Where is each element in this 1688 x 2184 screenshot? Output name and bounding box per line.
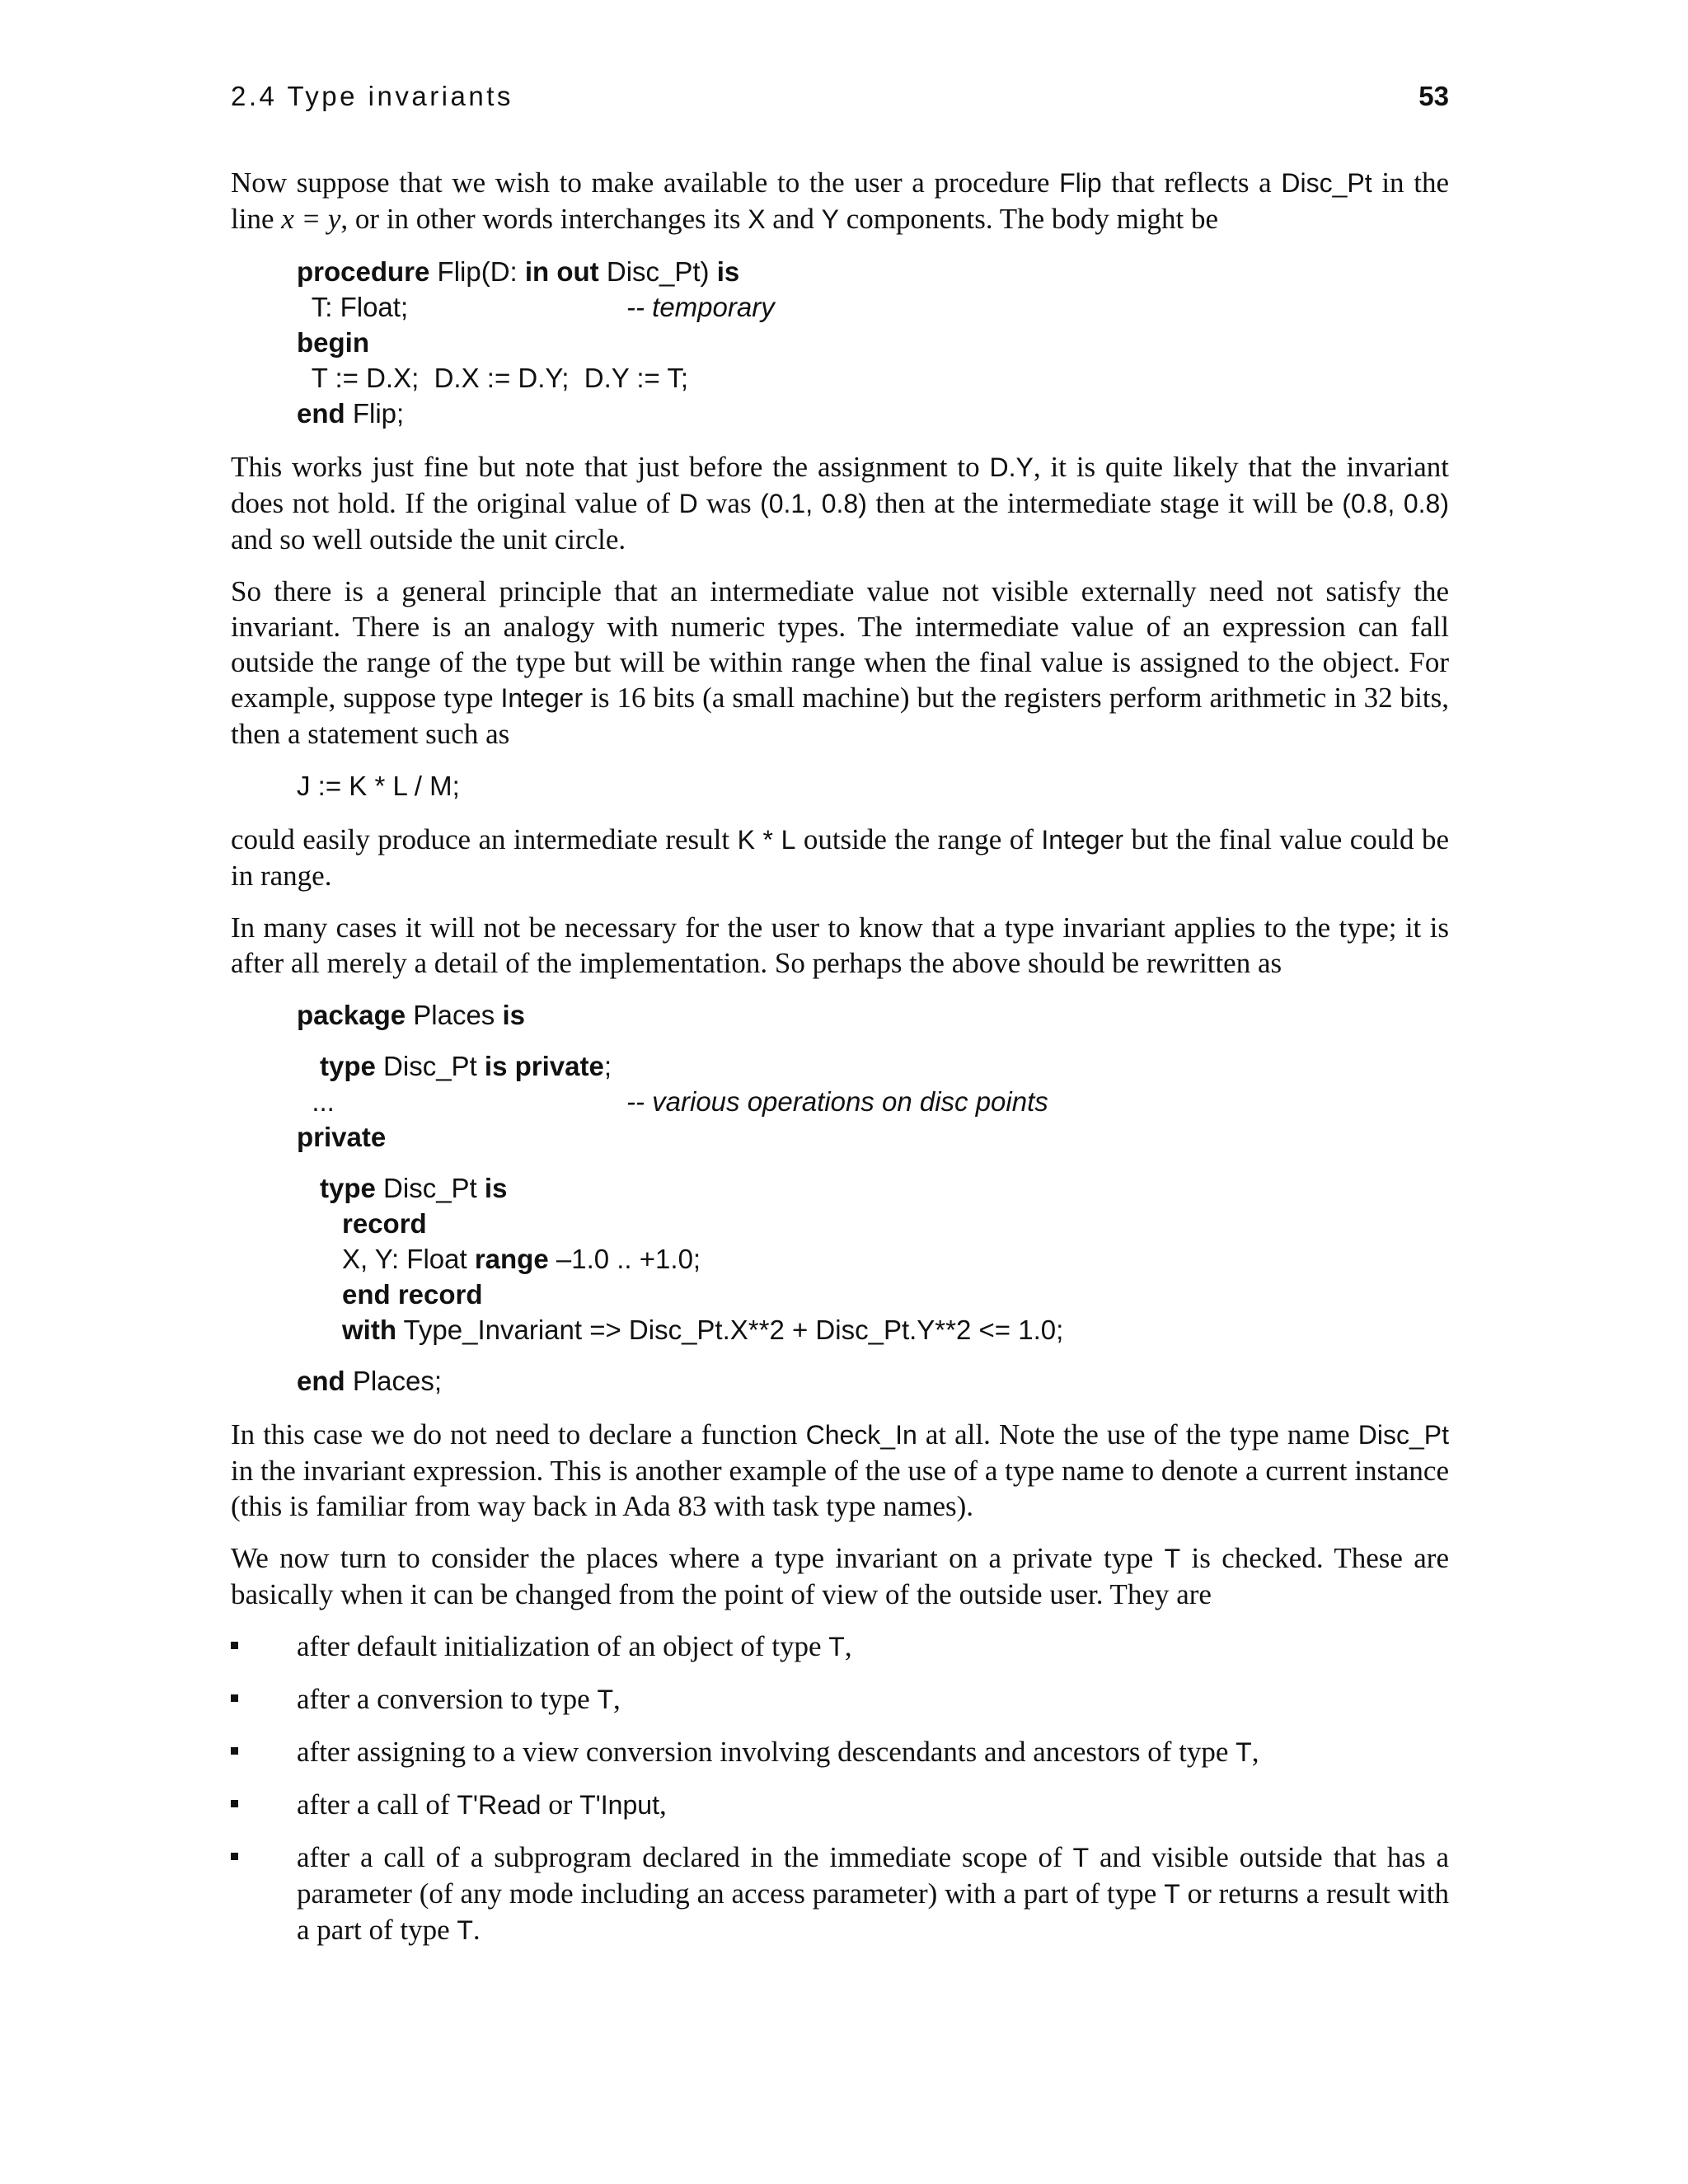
code-ref: K * L [737, 825, 796, 855]
text-run: at all. Note the use of the type name [917, 1418, 1358, 1451]
keyword: end record [342, 1279, 483, 1310]
paragraph-invariant-note [231, 449, 1449, 557]
text-run: after a conversion to type [297, 1683, 598, 1715]
text-run: So there is a general principle that an intermediate value not visible externally need not satisfy the invariant. There is an analogy with numeric types. The intermediate value of an expression can fall outside the range of the type but will be within range when the final value is assigned to the object. For example, suppose type [231, 575, 1449, 714]
text-run: was [697, 487, 761, 519]
code-line [297, 1206, 1449, 1241]
code-ref: T'Read [457, 1790, 542, 1820]
code-ref: Integer [500, 683, 584, 713]
code-ref: (0.8, 0.8) [1342, 489, 1449, 518]
code-text: ; [603, 1051, 612, 1081]
keyword: record [342, 1208, 427, 1239]
page-number: 53 [1418, 81, 1449, 111]
text-run: after default initialization of an object of type [297, 1630, 829, 1662]
code-text: –1.0 .. +1.0; [548, 1244, 701, 1274]
text-run: that reflects a [1101, 166, 1282, 199]
code-text: Disc_Pt [375, 1051, 485, 1081]
text-run: and visible outside that has a parameter (of any mode including an access parameter) with a part of type [297, 1841, 1449, 1910]
code-text: T: Float; [297, 292, 409, 322]
code-text: J := K * L / M; [297, 771, 460, 801]
text-run: , [613, 1683, 621, 1715]
code-text: Disc_Pt [375, 1173, 485, 1203]
keyword: is [484, 1173, 508, 1203]
code-line [297, 1048, 1449, 1084]
list-item [231, 1734, 1449, 1770]
keyword: is [716, 256, 740, 287]
list-item [231, 1681, 1449, 1718]
code-text: Places [406, 1000, 503, 1030]
code-text: Type_Invariant => Disc_Pt.X**2 + Disc_Pt.Y**2 <= 1.0; [396, 1315, 1064, 1345]
code-ref: T [1164, 1879, 1180, 1909]
code-spacer [297, 1033, 1449, 1048]
code-line [297, 289, 1449, 325]
code-line [297, 1084, 1449, 1119]
list-item [231, 1840, 1449, 1948]
code-ref: T [457, 1915, 473, 1945]
code-block-places [297, 997, 1449, 1399]
text-run: , or in other words interchanges its [340, 203, 748, 235]
keyword: end [297, 398, 345, 429]
text-run: after a call of [297, 1788, 457, 1821]
text-run: In this case we do not need to declare a function [231, 1418, 806, 1451]
code-ref: T [828, 1632, 845, 1661]
paragraph-general-principle [231, 574, 1449, 752]
code-ref: X [748, 204, 766, 234]
keyword: package [297, 1000, 406, 1030]
code-text: ... [297, 1086, 335, 1117]
paragraph-checked-places [231, 1540, 1449, 1612]
code-spacer [297, 1347, 1449, 1363]
code-text: Places; [345, 1366, 443, 1396]
keyword: end [297, 1366, 345, 1396]
text-run: after assigning to a view conversion involving descendants and ancestors of type [297, 1736, 1236, 1768]
code-line [297, 768, 1449, 804]
code-comment: -- various operations on disc points [626, 1086, 1048, 1117]
code-line [297, 1363, 1449, 1399]
text-run: , [659, 1788, 667, 1821]
code-ref: T'Input [579, 1790, 659, 1820]
keyword: with [342, 1315, 396, 1345]
code-ref: Disc_Pt [1357, 1420, 1449, 1450]
keyword: begin [297, 327, 369, 358]
code-text: Flip(D: [429, 256, 525, 287]
code-ref: D.Y [989, 452, 1034, 482]
text-run: , [1251, 1736, 1259, 1768]
code-ref: Y [821, 204, 839, 234]
code-comment: -- temporary [626, 292, 775, 322]
keyword: type [320, 1051, 376, 1081]
paragraph-check-in [231, 1417, 1449, 1524]
text-run: This works just fine but note that just before the assignment to [231, 451, 990, 483]
code-line [297, 325, 1449, 360]
text-run: components. The body might be [838, 203, 1219, 235]
code-ref: Flip [1059, 168, 1102, 198]
code-ref: Disc_Pt [1281, 168, 1372, 198]
keyword: is private [484, 1051, 604, 1081]
code-block-statement [297, 768, 1449, 804]
text-run: after a call of a subprogram declared in the immediate scope of [297, 1841, 1073, 1873]
text-run: and so well outside the unit circle. [231, 523, 626, 555]
running-header [231, 81, 1449, 117]
text-run: , it is quite likely that the invariant does not hold. If the original value of [231, 451, 1449, 519]
code-ref: Check_In [805, 1420, 917, 1450]
code-ref: T [1072, 1843, 1090, 1872]
text-run: or [541, 1788, 580, 1821]
paragraph-intermediate-result [231, 822, 1449, 893]
code-text: Flip; [345, 398, 405, 429]
text-run: in the line [231, 166, 1449, 235]
text-run: and [765, 203, 822, 235]
text-run: is checked. These are basically when it can be changed from the point of view of the outside user. They are [231, 1542, 1449, 1610]
bullet-marker-icon [231, 1800, 238, 1807]
keyword: range [474, 1244, 549, 1274]
bullet-marker-icon [231, 1694, 238, 1702]
code-ref: T [597, 1685, 613, 1714]
code-ref: Integer [1041, 825, 1124, 855]
text-run: or returns a result with a part of type [297, 1877, 1449, 1946]
text-run: outside the range of [795, 823, 1042, 855]
code-ref: T [1164, 1544, 1181, 1573]
code-line [297, 396, 1449, 431]
code-line [297, 997, 1449, 1033]
text-run: We now turn to consider the places where a type invariant on a private type [231, 1542, 1165, 1574]
code-line [297, 254, 1449, 289]
code-ref: D [678, 489, 698, 518]
bullet-marker-icon [231, 1642, 238, 1649]
text-run: Now suppose that we wish to make available to the user a procedure [231, 166, 1060, 199]
keyword: is [502, 1000, 526, 1030]
paragraph-rewrite: In many cases it will not be necessary for the user to know that a type invariant applies to the type; it is after all merely a detail of the implementation. So perhaps the above should be rewritten as [231, 912, 1449, 979]
text-run: , [844, 1630, 852, 1662]
code-line [297, 1277, 1449, 1312]
code-line [297, 1170, 1449, 1206]
keyword: private [297, 1122, 387, 1152]
bullet-list [231, 1629, 1449, 1948]
page-body [231, 165, 1449, 1965]
list-item [231, 1629, 1449, 1665]
text-run: could easily produce an intermediate result [231, 823, 738, 855]
keyword: type [320, 1173, 376, 1203]
code-line [297, 1241, 1449, 1277]
list-item [231, 1787, 1449, 1823]
code-text: X, Y: Float [297, 1244, 475, 1274]
text-run: in the invariant expression. This is another example of the use of a type name to denote a current instance (this is familiar from way back in Ada 83 with task type names). [231, 1455, 1449, 1522]
code-line [297, 360, 1449, 396]
math-expression: x = y [281, 203, 341, 235]
keyword: in out [524, 256, 599, 287]
section-title: 2.4 Type invariants [231, 81, 513, 111]
code-ref: T [1236, 1737, 1252, 1767]
code-block-flip [297, 254, 1449, 431]
code-text: Disc_Pt) [598, 256, 717, 287]
code-ref: (0.1, 0.8) [760, 489, 867, 518]
code-line [297, 1119, 1449, 1155]
text-run: then at the intermediate stage it will be [866, 487, 1343, 519]
text-run: is 16 bits (a small machine) but the registers perform arithmetic in 32 bits, then a statement such as [231, 682, 1449, 750]
bullet-marker-icon [231, 1747, 238, 1755]
keyword: procedure [297, 256, 430, 287]
code-line [297, 1312, 1449, 1347]
code-text: T := D.X; D.X := D.Y; D.Y := T; [297, 363, 689, 393]
text-run: but the final value could be in range. [231, 823, 1449, 892]
code-spacer [297, 1155, 1449, 1170]
bullet-marker-icon [231, 1853, 238, 1860]
paragraph-flip-intro [231, 165, 1449, 237]
text-run: . [472, 1914, 481, 1946]
